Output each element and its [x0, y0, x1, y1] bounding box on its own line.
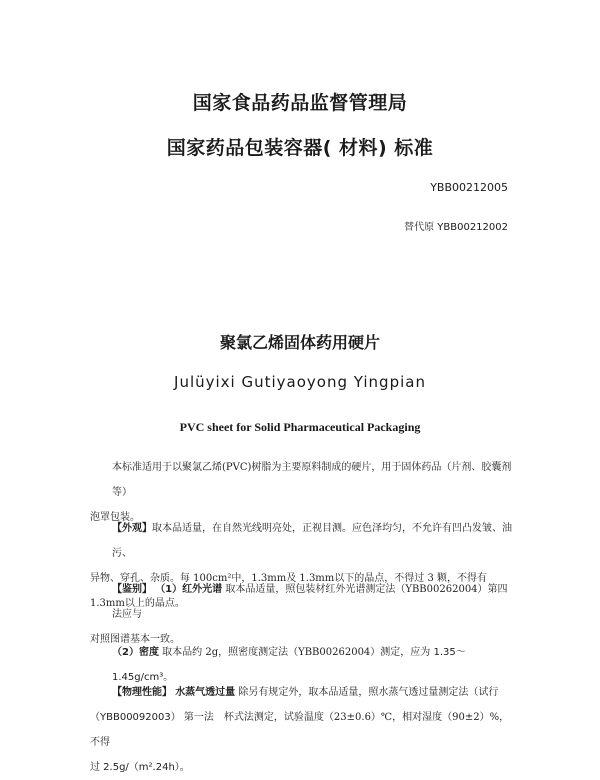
density-text: 取本品约 2g，照密度测定法（YBB00262004）测定，应为	[162, 647, 431, 658]
appearance-line-1: 取本品适量，在自然光线明亮处，正视目测。应色泽均匀，不允许有凹凸发皱、油污、	[112, 523, 512, 559]
scope-line-2: 泡罩包装。	[90, 512, 140, 523]
infrared-label: （1）红外光谱	[155, 584, 223, 595]
scope-line-1: 本标准适用于以聚氯乙烯(PVC)树脂为主要原料制成的硬片，用于固体药品（片剂、胶囊剂等）	[112, 462, 512, 498]
standard-type-heading: 国家药品包装容器( 材料) 标准	[166, 137, 434, 159]
density-value: 1.35～1.45g/cm³。	[112, 647, 466, 683]
density-label: （2）密度	[112, 647, 159, 658]
physical-line-2: 第一法 杯式法测定，试验温度（23±0.6）℃，相对湿度（90±2）%，不得	[90, 712, 510, 748]
water-vapor-label: 水蒸气透过量	[175, 687, 236, 698]
physical-code: （YBB00092003）	[90, 712, 181, 723]
physical-paragraph	[90, 680, 514, 780]
replaces-code: YBB00212002	[437, 222, 508, 233]
standard-code: YBB00212005	[430, 181, 508, 194]
agency-heading: 国家食品药品监督管理局	[192, 92, 408, 114]
physical-value: 过 2.5g/（m².24h）。	[90, 762, 190, 773]
replaces-line	[404, 218, 508, 233]
title-chinese: 聚氯乙烯固体药用硬片	[219, 333, 380, 352]
replaces-label: 替代原	[404, 222, 435, 233]
physical-line-1: 除另有规定外，取本品适量，照水蒸气透过量测定法（试行	[238, 687, 499, 698]
appearance-line-2: 异物、穿孔、杂质。每 100cm²中，1.3mm及 1.3mm以下的晶点，不得过 3 颗，不得有 1.3mm以上的晶点。	[90, 573, 487, 609]
title-pinyin: Julüyixi Gutiyaoyong Yingpian	[174, 373, 426, 391]
identification-label: 【鉴别】	[112, 584, 152, 595]
identification-line-2: 对照图谱基本一致。	[90, 634, 180, 645]
physical-label: 【物理性能】	[112, 687, 172, 698]
title-english: PVC sheet for Solid Pharmaceutical Packaging	[179, 420, 421, 434]
appearance-label: 【外观】	[112, 523, 152, 534]
identification-line-1: 取本品适量，照包装材红外光谱测定法（YBB00262004）第四法应与	[112, 584, 508, 620]
